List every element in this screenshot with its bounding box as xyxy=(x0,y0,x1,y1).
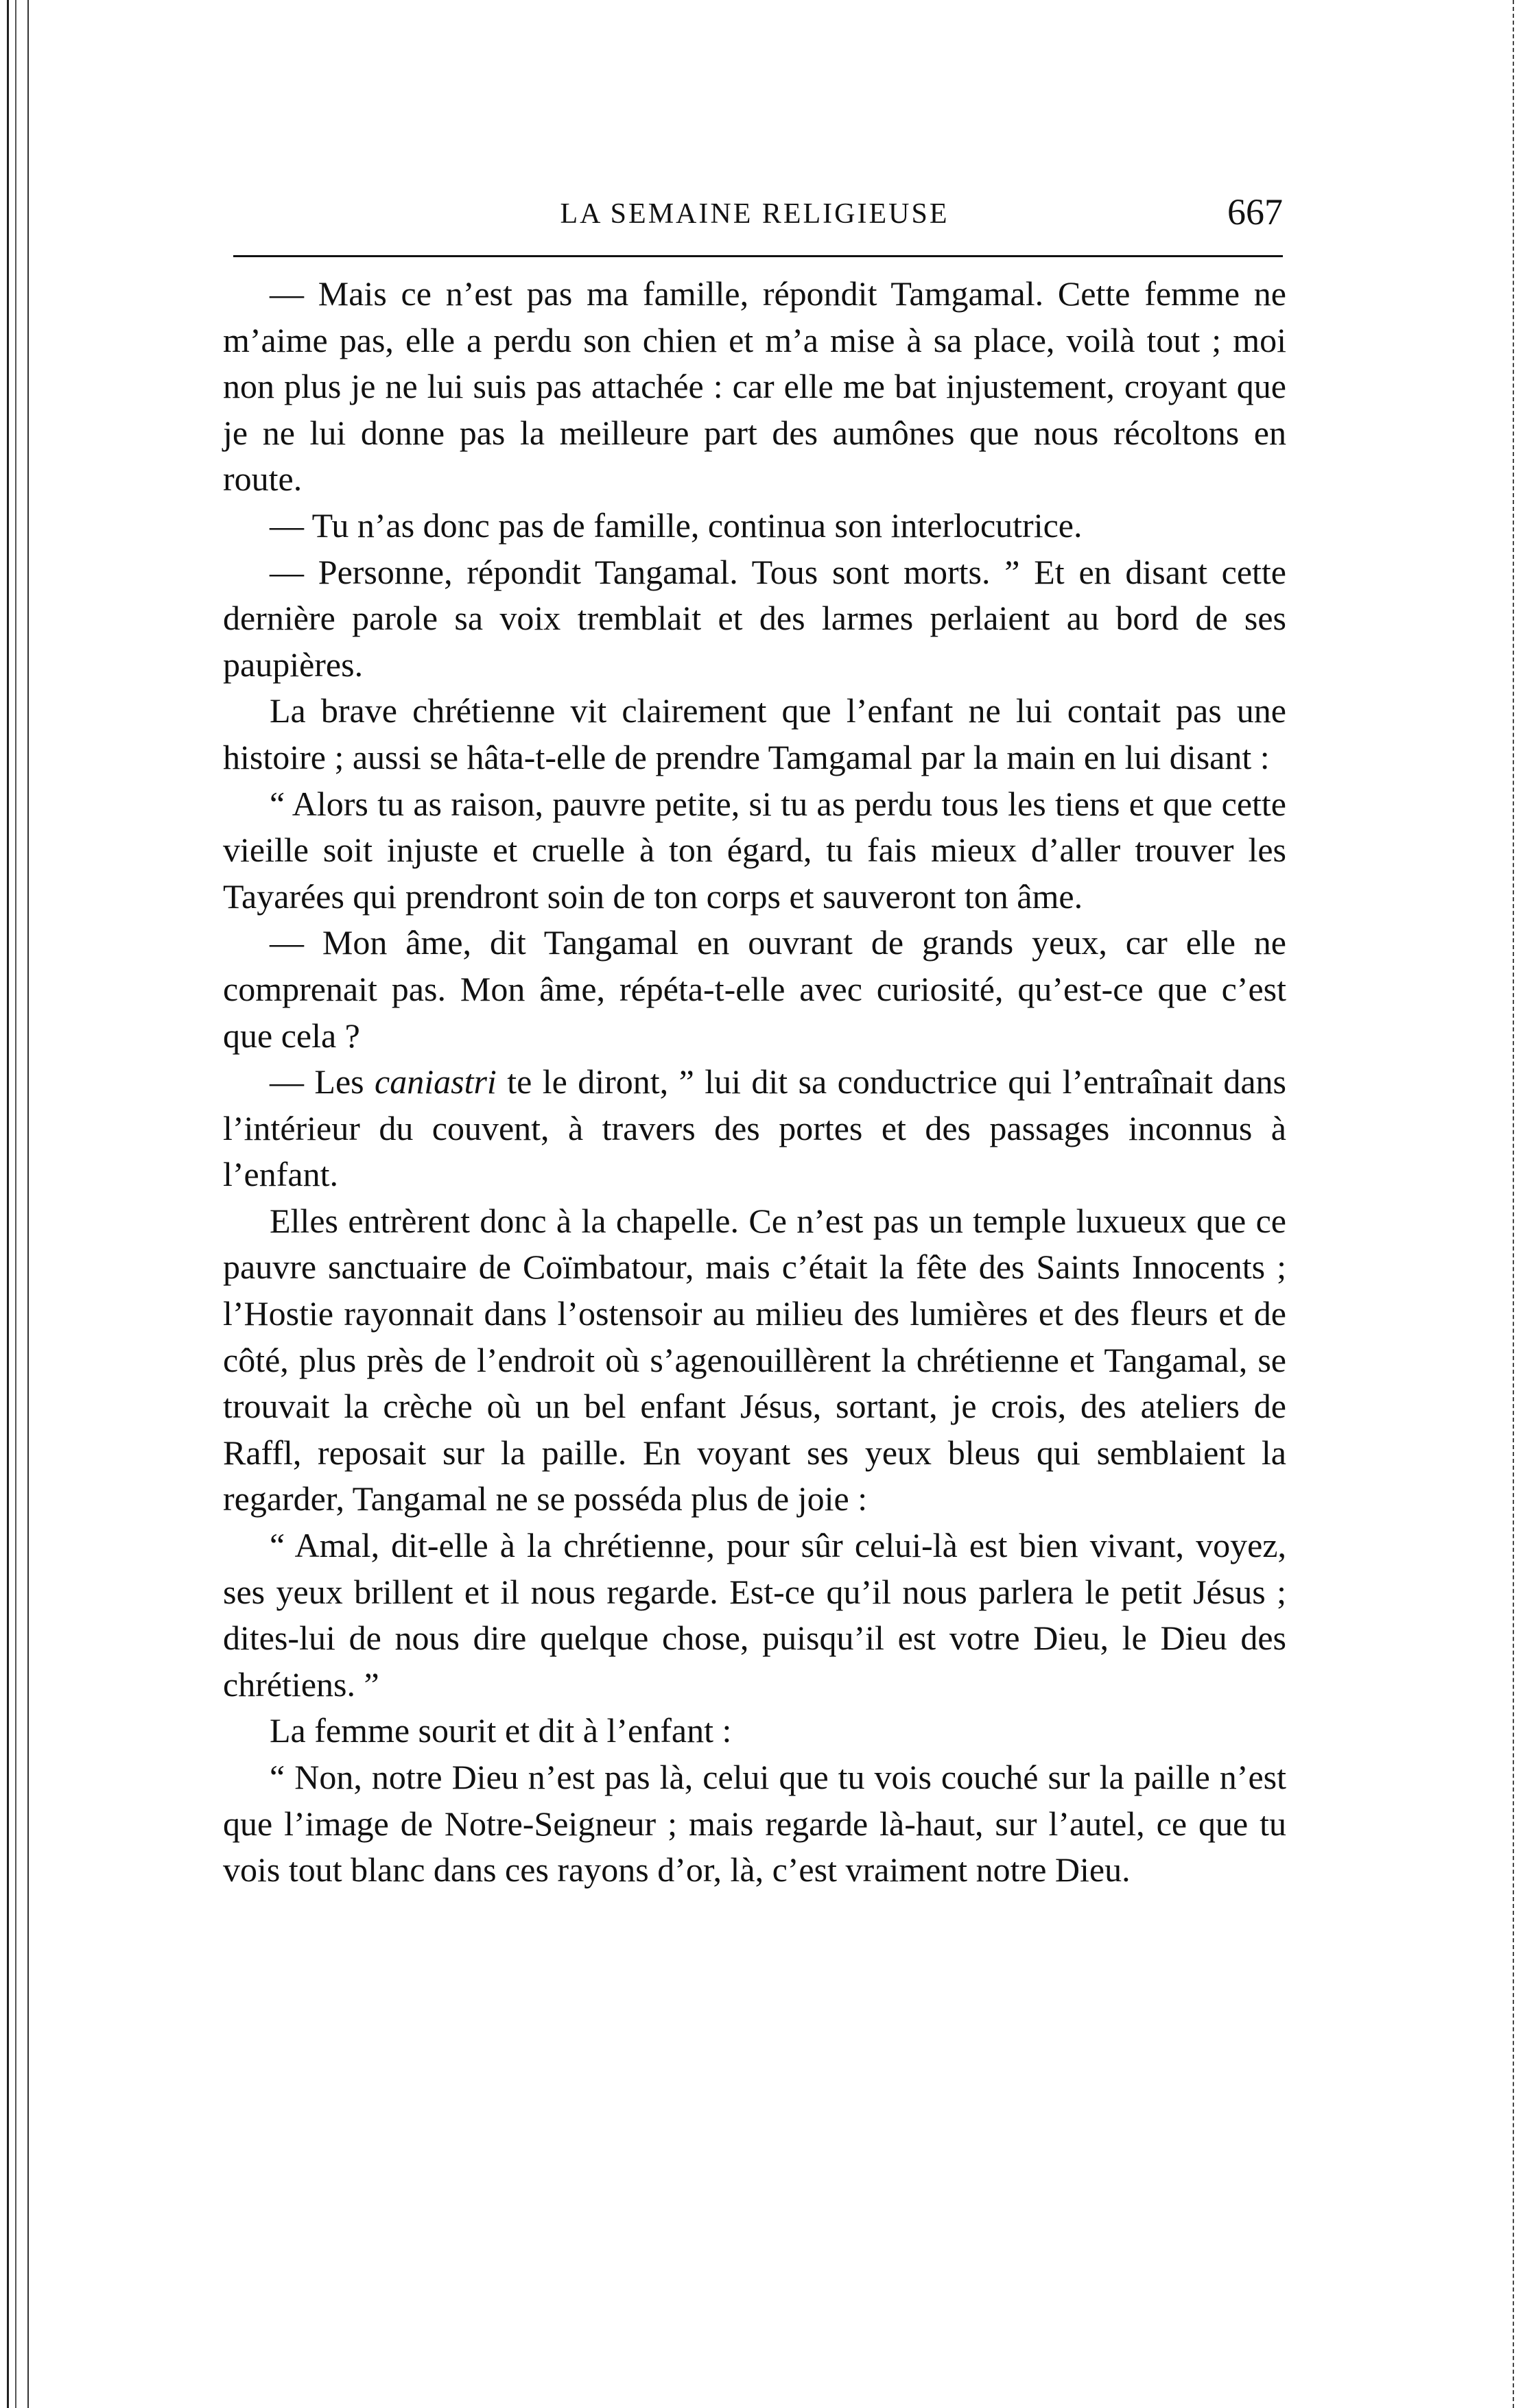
italic-term: caniastri xyxy=(375,1062,497,1101)
paragraph: — Tu n’as donc pas de famille, continua son interlocutrice. xyxy=(270,505,1083,545)
paragraph: “ Non, notre Dieu n’est pas là, celui que tu vois couché sur la paille n’est que l’image de Notre-Seigneur ; mais regarde là-haut, sur l’autel, ce que tu vois tout blanc dans ces rayons d’or, là, c’est vraiment notre Dieu. xyxy=(223,1758,1286,1890)
paragraph: “ Alors tu as raison, pauvre petite, si tu as perdu tous les tiens et que cette vieille soit injuste et cruelle à ton égard, tu fais mieux d’aller trouver les Tayarées qui prendront soin de ton corps et sauveront ton âme. xyxy=(223,784,1286,916)
paragraph-text: — Les xyxy=(270,1062,375,1101)
paragraph: — Personne, répondit Tangamal. Tous sont morts. ” Et en disant cette dernière parole sa voix tremblait et des larmes perlaient au bord de ses paupières. xyxy=(223,552,1286,684)
body-text xyxy=(223,271,1286,1894)
paragraph: — Mais ce n’est pas ma famille, répondit Tamgamal. Cette femme ne m’aime pas, elle a perdu son chien et m’a mise à sa place, voilà tout ; moi non plus je ne lui suis pas attachée : car elle me bat injustement, croyant que je ne lui donne pas la meilleure part des aumônes que nous récoltons en route. xyxy=(223,274,1286,499)
page-edge-left-inner xyxy=(27,0,32,2408)
header-rule xyxy=(233,255,1283,257)
paragraph: La femme sourit et dit à l’enfant : xyxy=(270,1711,732,1750)
paragraph-text: te le diront, ” lui dit sa conductrice qui l’entraînait dans l’intérieur du couvent, à travers des portes et des passages inconnus à l’enfant. xyxy=(223,1062,1286,1194)
page-edge-right xyxy=(1513,0,1515,2408)
paragraph: “ Amal, dit-elle à la chrétienne, pour sûr celui-là est bien vivant, voyez, ses yeux brillent et il nous regarde. Est-ce qu’il nous parlera le petit Jésus ; dites-lui de nous dire quelque chose, puisqu’il est votre Dieu, le Dieu des chrétiens. ” xyxy=(223,1526,1286,1704)
paragraph xyxy=(223,1059,1286,1198)
page-edge-left xyxy=(7,0,16,2408)
page-number: 667 xyxy=(1227,191,1283,233)
paragraph: La brave chrétienne vit clairement que l’enfant ne lui contait pas une histoire ; aussi se hâta-t-elle de prendre Tamgamal par la main en lui disant : xyxy=(223,691,1286,776)
paragraph: Elles entrèrent donc à la chapelle. Ce n’est pas un temple luxueux que ce pauvre sanctuaire de Coïmbatour, mais c’était la fête des Saints Innocents ; l’Hostie rayonnait dans l’ostensoir au milieu des lumières et des fleurs et de côté, plus près de l’endroit où s’agenouillèrent la chrétienne et Tangamal, se trouvait la crèche où un bel enfant Jésus, sortant, je crois, des ateliers de Raffl, reposait sur la paille. En voyant ses yeux bleus qui semblaient la regarder, Tangamal ne se posséda plus de joie : xyxy=(223,1201,1286,1518)
paragraph: — Mon âme, dit Tangamal en ouvrant de grands yeux, car elle ne comprenait pas. Mon âme, répéta-t-elle avec curiosité, qu’est-ce que c’est que cela ? xyxy=(223,923,1286,1055)
running-title: LA SEMAINE RELIGIEUSE xyxy=(560,198,949,230)
running-header xyxy=(226,185,1283,247)
